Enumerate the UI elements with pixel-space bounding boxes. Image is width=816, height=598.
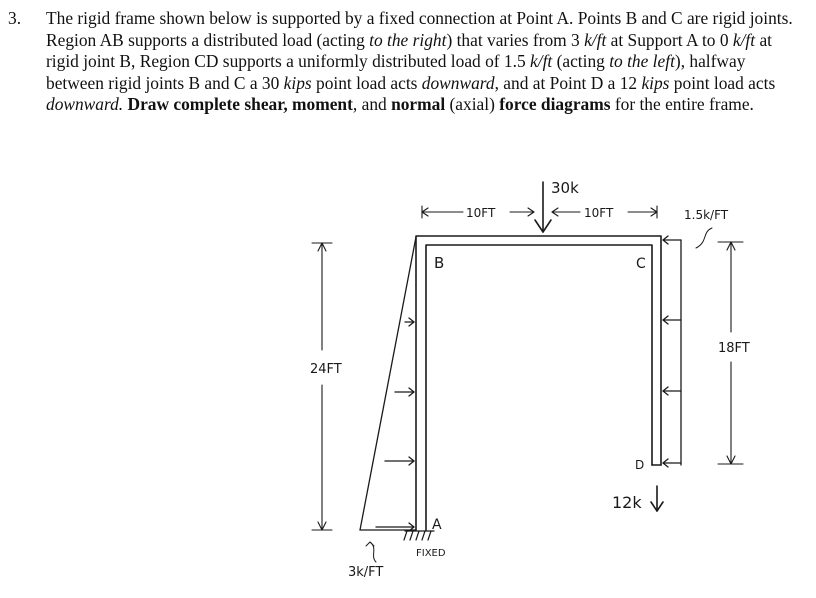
problem-text-segment: k/ft — [584, 29, 607, 50]
problem-text-segment: to the left — [609, 51, 675, 71]
problem-text-segment: force diagrams — [499, 94, 611, 114]
span-left-label: 10FT — [466, 206, 496, 220]
uniform-load — [663, 228, 712, 467]
span-dimension — [422, 206, 657, 218]
problem-text-segment: point load acts — [311, 72, 422, 93]
problem-number: 3. — [8, 8, 22, 28]
problem-text-segment: at Support A to 0 — [606, 29, 733, 50]
problem-text-segment: (axial) — [445, 94, 500, 114]
height-dimension-left — [312, 243, 332, 530]
problem-text-segment: (acting — [552, 51, 610, 71]
udl-label: 1.5k/FT — [684, 208, 729, 222]
problem-text-segment: , and at Point D a 12 — [494, 72, 642, 93]
problem-text-segment: point load acts — [669, 72, 776, 93]
point-label-a: A — [432, 517, 442, 533]
problem-text-segment: to the right — [369, 29, 447, 50]
tri-load-label: 3k/FT — [348, 565, 384, 580]
fixed-support — [404, 531, 434, 540]
point-load-top-label: 30k — [551, 179, 579, 197]
triangular-load — [360, 237, 416, 531]
height-right-label: 18FT — [718, 341, 750, 356]
height-left-label: 24FT — [310, 362, 342, 377]
point-load-d-label: 12k — [612, 493, 642, 512]
problem-text-segment: The rigid frame shown below is supported by a fixed connection at Point A. Points B and C are rigid joints. Region AB supports a distributed load (acting — [46, 8, 793, 50]
span-right-label: 10FT — [584, 206, 614, 220]
problem-text-segment: downward — [421, 72, 495, 93]
frame-members — [416, 236, 661, 530]
problem-text-segment: at rigid joint B, Region CD supports a uniformly distributed load of 1.5 — [46, 29, 772, 71]
problem-text-segment: ), halfway between rigid joints B and C a 30 — [46, 51, 746, 93]
problem-text-segment: for the entire frame. — [610, 94, 754, 114]
problem-text-segment: k/ft — [530, 51, 553, 71]
problem-text-segment: Draw complete shear, moment — [127, 94, 353, 114]
fixed-label: FIXED — [416, 548, 446, 559]
point-load-top — [535, 182, 551, 232]
point-load-d — [651, 486, 663, 511]
problem-text-segment: , and — [352, 94, 392, 114]
problem-text-segment: kips — [641, 72, 670, 93]
problem-text-segment: k/ft — [732, 29, 756, 50]
point-label-c: C — [636, 256, 646, 272]
problem-text-segment: normal — [391, 94, 446, 114]
point-label-d: D — [635, 458, 645, 472]
point-label-b: B — [434, 254, 445, 272]
problem-text-segment: kips — [283, 72, 312, 93]
problem-text-segment: downward. — [46, 94, 124, 114]
problem-text-segment: ) that varies from 3 — [446, 29, 585, 50]
